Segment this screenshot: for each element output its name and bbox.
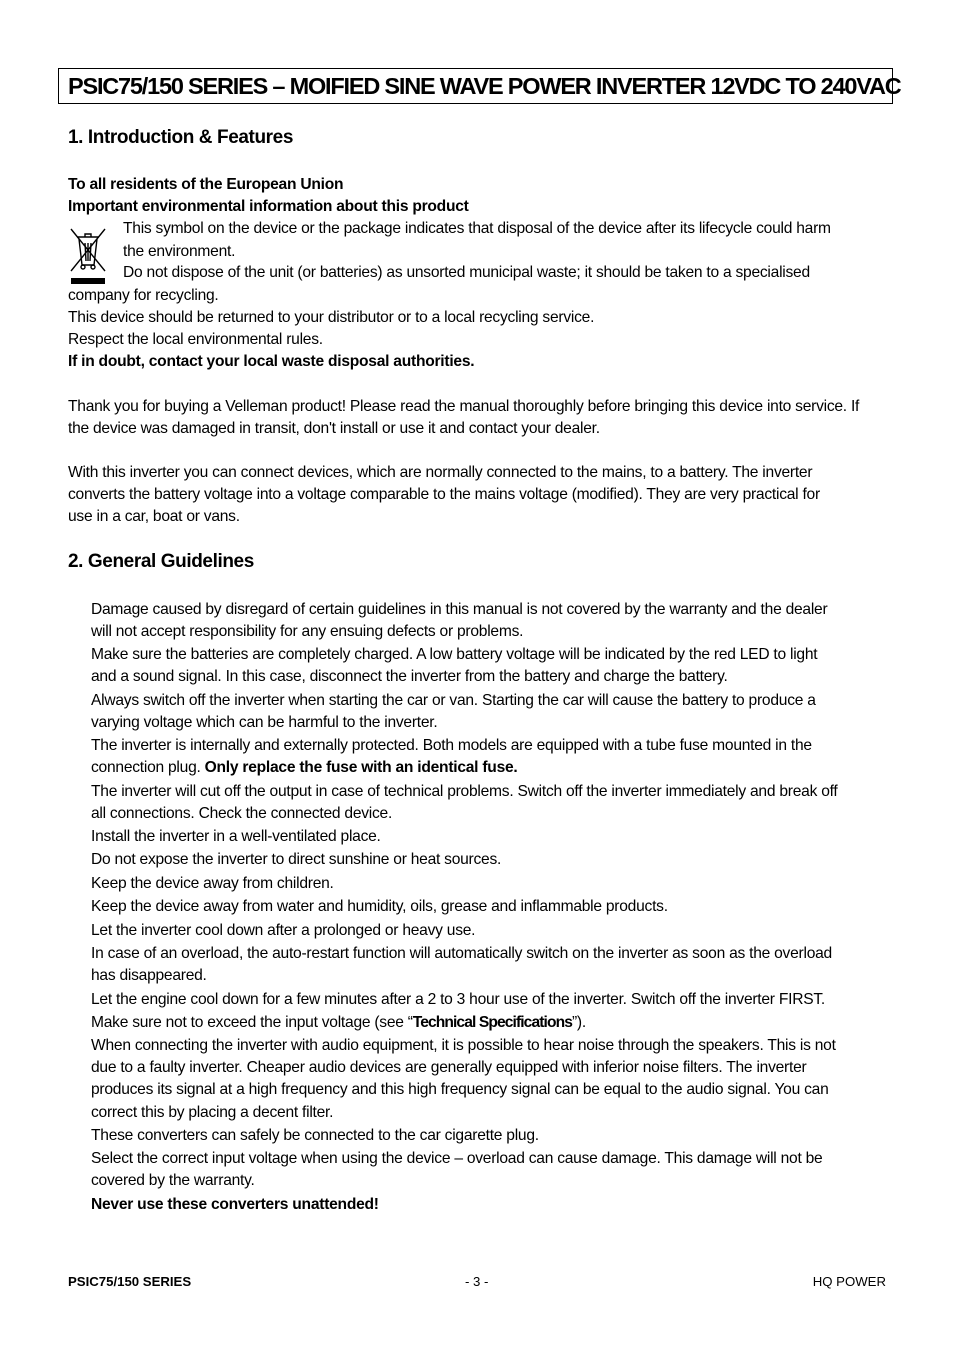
footer-page-number: - 3 - [465,1274,489,1289]
text-line: Do not dispose of the unit (or batteries) as unsorted municipal waste; it should be taken to a specialised [123,264,810,281]
footer-series: PSIC75/150 SERIES [68,1274,192,1289]
text-segment: Make sure not to exceed the input voltage (see “ [91,1014,413,1031]
text-line: These converters can safely be connected to the car cigarette plug. [91,1127,539,1144]
text-line: Damage caused by disregard of certain guidelines in this manual is not covered by the warranty and the dealer [91,601,828,618]
text-line: due to a faulty inverter. Cheaper audio devices are generally equipped with inferior noise filters. The inverter [91,1059,807,1076]
text-line: the device was damaged in transit, don't install or use it and contact your dealer. [68,420,600,437]
footer-brand: HQ POWER [812,1274,886,1289]
text-line: Keep the device away from children. [91,875,334,892]
text-line: The inverter will cut off the output in case of technical problems. Switch off the inverter immediately and break off [91,783,838,800]
text-line: use in a car, boat or vans. [68,508,240,525]
text-line [91,757,518,779]
text-line: When connecting the inverter with audio equipment, it is possible to hear noise through the speakers. This is not [91,1037,836,1054]
text-line: Install the inverter in a well-ventilated place. [91,828,381,845]
fuse-warning: Only replace the fuse with an identical fuse. [204,759,518,776]
text-line: In case of an overload, the auto-restart function will automatically switch on the inverter as soon as the overload [91,945,832,962]
text-line: The inverter is internally and externally protected. Both models are equipped with a tube fuse mounted in the [91,737,812,754]
text-line: Do not expose the inverter to direct sunshine or heat sources. [91,851,502,868]
weee-crossed-bin-icon [68,225,108,287]
text-line: Make sure the batteries are completely charged. A low battery voltage will be indicated by the red LED to light [91,646,818,663]
text-line: the environment. [123,243,236,260]
text-line: This device should be returned to your distributor or to a local recycling service. [68,309,595,326]
text-line [91,1012,586,1034]
section-heading-guidelines: 2. General Guidelines [68,551,254,572]
text-line: correct this by placing a decent filter. [91,1104,334,1121]
technical-specifications-reference: Technical Specifications [412,1014,572,1031]
text-line: has disappeared. [91,967,207,984]
text-line: and a sound signal. In this case, disconnect the inverter from the battery and charge the battery. [91,668,728,685]
text-line: Respect the local environmental rules. [68,331,323,348]
text-line: will not accept responsibility for any ensuing defects or problems. [91,623,524,640]
env-heading: Important environmental information about this product [68,198,469,215]
eu-heading: To all residents of the European Union [68,176,344,193]
text-line: company for recycling. [68,287,219,304]
page-title: PSIC75/150 SERIES – MOIFIED SINE WAVE POWER INVERTER 12VDC TO 240VAC [58,68,893,104]
text-line: covered by the warranty. [91,1172,255,1189]
text-segment: ”). [571,1014,586,1031]
text-line: With this inverter you can connect devices, which are normally connected to the mains, to a battery. The inverter [68,464,813,481]
text-line: all connections. Check the connected device. [91,805,393,822]
unattended-warning: Never use these converters unattended! [91,1196,379,1213]
text-line: This symbol on the device or the package indicates that disposal of the device after its lifecycle could harm [123,220,831,237]
text-line: Keep the device away from water and humidity, oils, grease and inflammable products. [91,898,668,915]
text-line: produces its signal at a high frequency and this high frequency signal can be equal to the audio signal. You can [91,1081,829,1098]
text-line: Let the engine cool down for a few minutes after a 2 to 3 hour use of the inverter. Switch off the inverter FIRST. [91,991,825,1008]
text-line: varying voltage which can be harmful to the inverter. [91,714,438,731]
text-line: Select the correct input voltage when using the device – overload can cause damage. This damage will not be [91,1150,823,1167]
text-line: Always switch off the inverter when starting the car or van. Starting the car will cause the battery to produce a [91,692,816,709]
text-segment: connection plug. [91,759,205,776]
section-heading-introduction: 1. Introduction & Features [68,127,294,148]
text-line: Let the inverter cool down after a prolonged or heavy use. [91,922,476,939]
text-line: Thank you for buying a Velleman product! Please read the manual thoroughly before bringing this device into service. If [68,398,860,415]
text-line: converts the battery voltage into a voltage comparable to the mains voltage (modified). They are very practical for [68,486,820,503]
doubt-notice: If in doubt, contact your local waste disposal authorities. [68,353,475,370]
